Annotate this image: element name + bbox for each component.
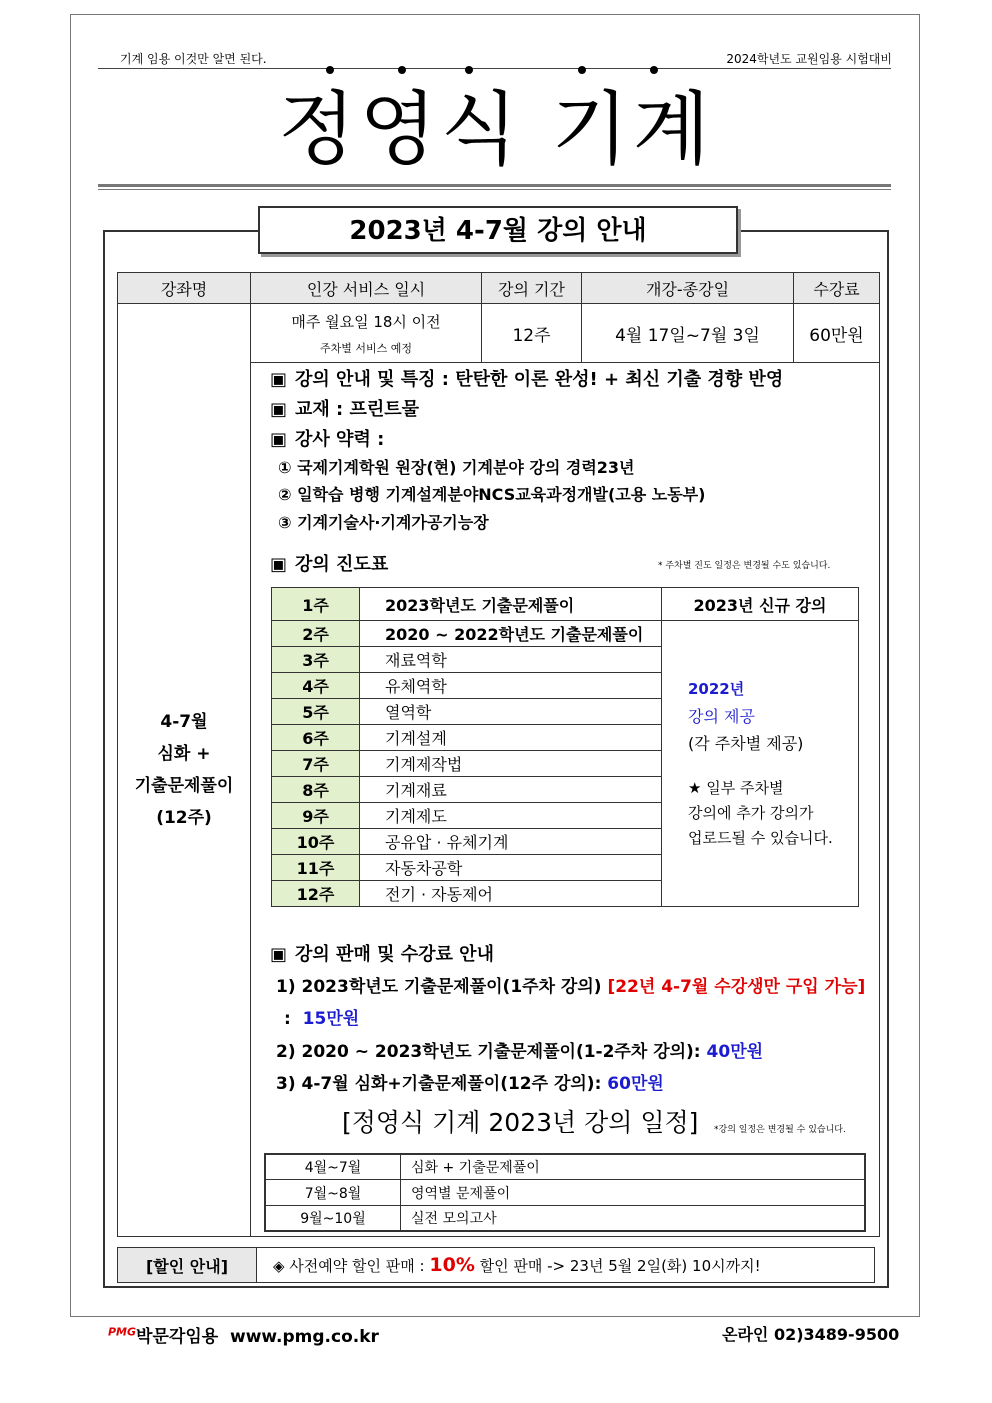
topic-cell: 자동차공학 — [359, 854, 662, 881]
topic-cell: 2023학년도 기출문제풀이 — [359, 587, 662, 621]
schedule-period: 9월~10월 — [264, 1205, 401, 1232]
fee-cell: 60만원 — [793, 303, 880, 363]
service-note: 주차별 서비스 예정 — [319, 341, 412, 355]
remark-line: ★ 일부 주차별 — [688, 779, 784, 797]
week-cell: 3주 — [271, 646, 360, 673]
week-cell: 1주 — [271, 587, 360, 621]
section-heading: 2023년 4-7월 강의 안내 — [258, 206, 738, 254]
course-name-line: (12주) — [156, 808, 212, 828]
dates-cell: 4월 17일~7월 3일 — [581, 303, 794, 363]
remark-line: 강의 제공 — [688, 707, 755, 726]
schedule-period: 4월~7월 — [264, 1153, 401, 1180]
sales-item-1-price: : 15만원 — [284, 1009, 360, 1029]
textbook-section: ▣ 교재 : 프린트물 — [270, 399, 420, 420]
th-course: 강좌명 — [117, 272, 251, 304]
page-title: 정영식 기계 — [278, 83, 714, 176]
remark-cell: 2023년 신규 강의 — [661, 587, 859, 621]
topic-cell: 2020 ~ 2022학년도 기출문제풀이 — [359, 620, 662, 647]
feature-section: ▣ 강의 안내 및 특징 : 탄탄한 이론 완성! + 최신 기출 경향 반영 — [270, 369, 784, 390]
header-right: 2024학년도 교원임용 시험대비 — [726, 52, 892, 66]
progress-section: ▣ 강의 진도표 — [270, 554, 389, 575]
schedule-period: 7월~8월 — [264, 1179, 401, 1206]
week-cell: 10주 — [271, 828, 360, 855]
week-cell: 9주 — [271, 802, 360, 829]
period-cell: 12주 — [481, 303, 582, 363]
topic-cell: 공유압 · 유체기계 — [359, 828, 662, 855]
week-cell: 5주 — [271, 698, 360, 725]
schedule-content: 영역별 문제풀이 — [400, 1179, 866, 1206]
title-divider-thin — [98, 189, 891, 190]
sales-item-3: 3) 4-7월 심화+기출문제풀이(12주 강의): 60만원 — [276, 1074, 664, 1094]
career-item: ③ 기계기술사·기계가공기능장 — [278, 513, 489, 532]
schedule-title: [정영식 기계 2023년 강의 일정] — [342, 1108, 699, 1137]
th-period: 강의 기간 — [481, 272, 582, 304]
progress-note: * 주차별 진도 일정은 변경될 수도 있습니다. — [658, 561, 831, 571]
sales-section: ▣ 강의 판매 및 수강료 안내 — [270, 944, 494, 965]
th-dates: 개강-종강일 — [581, 272, 794, 304]
topic-cell: 기계제도 — [359, 802, 662, 829]
week-cell: 11주 — [271, 854, 360, 881]
remark-line: 2022년 — [688, 680, 745, 698]
week-cell: 8주 — [271, 776, 360, 803]
square-bullet-icon: ▣ — [270, 429, 288, 450]
service-time: 매주 월요일 18시 이전 — [291, 312, 441, 331]
schedule-content: 실전 모의고사 — [400, 1205, 866, 1232]
discount-content: ◈ 사전예약 할인 판매 : 10% 할인 판매 -> 23년 5월 2일(화) 10시까지! — [256, 1247, 875, 1283]
week-cell: 4주 — [271, 672, 360, 699]
th-service: 인강 서비스 일시 — [250, 272, 482, 304]
week-cell: 7주 — [271, 750, 360, 777]
topic-cell: 기계제작법 — [359, 750, 662, 777]
remark-line: 업로드될 수 있습니다. — [688, 829, 833, 847]
topic-cell: 기계재료 — [359, 776, 662, 803]
schedule-note: *강의 일정은 변경될 수 있습니다. — [714, 1125, 846, 1135]
remark-cell — [661, 620, 859, 907]
week-cell: 12주 — [271, 880, 360, 907]
career-section: ▣ 강사 약력 : — [270, 429, 385, 450]
remark-line: 강의에 추가 강의가 — [688, 804, 814, 822]
footer-url[interactable]: www.pmg.co.kr — [230, 1327, 379, 1347]
topic-cell: 전기 · 자동제어 — [359, 880, 662, 907]
th-fee: 수강료 — [793, 272, 880, 304]
course-name-cell — [117, 303, 251, 1237]
sales-item-1: 1) 2023학년도 기출문제풀이(1주차 강의) [22년 4-7월 수강생만 구입 가능] — [276, 977, 866, 997]
sales-item-2: 2) 2020 ~ 2023학년도 기출문제풀이(1-2주차 강의): 40만원 — [276, 1042, 764, 1062]
square-bullet-icon: ▣ — [270, 944, 288, 965]
course-name-line: 4-7월 — [160, 712, 208, 732]
service-cell — [250, 303, 482, 363]
header-left: 기계 임용 이것만 알면 된다. — [120, 52, 267, 66]
discount-label: [할인 안내] — [117, 1247, 257, 1283]
title-divider — [98, 184, 891, 187]
topic-cell: 열역학 — [359, 698, 662, 725]
course-name-line: 기출문제풀이 — [134, 776, 234, 796]
career-item: ① 국제기계학원 원장(현) 기계분야 강의 경력23년 — [278, 458, 635, 477]
footer-phone: 온라인 02)3489-9500 — [722, 1325, 900, 1344]
week-cell: 2주 — [271, 620, 360, 647]
career-item: ② 일학습 병행 기계설계분야NCS교육과정개발(고용 노동부) — [278, 485, 706, 504]
topic-cell: 유체역학 — [359, 672, 662, 699]
course-name-line: 심화 + — [157, 744, 211, 764]
square-bullet-icon: ▣ — [270, 399, 288, 420]
square-bullet-icon: ▣ — [270, 554, 288, 575]
remark-line: (각 주차별 제공) — [688, 734, 804, 753]
topic-cell: 기계설계 — [359, 724, 662, 751]
topic-cell: 재료역학 — [359, 646, 662, 673]
footer-brand: $^{PMG}$박문각임용 www.pmg.co.kr — [108, 1325, 379, 1347]
square-bullet-icon: ▣ — [270, 369, 288, 390]
schedule-content: 심화 + 기출문제풀이 — [400, 1153, 866, 1180]
week-cell: 6주 — [271, 724, 360, 751]
pmg-logo: PMG — [108, 1325, 137, 1339]
